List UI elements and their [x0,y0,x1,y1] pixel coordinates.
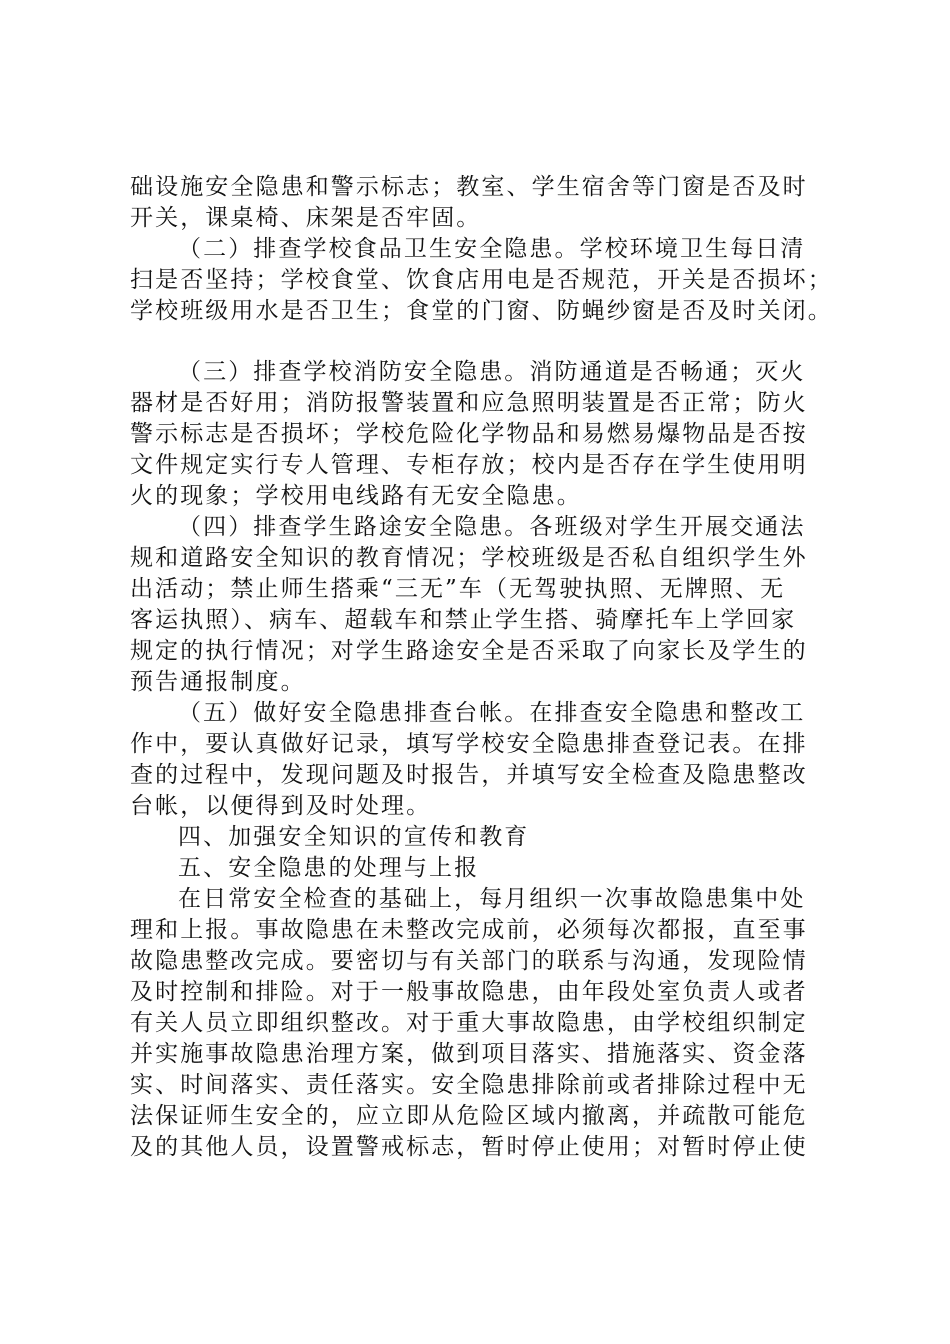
text-line: 开关，课桌椅、床架是否牢固。 [130,205,482,231]
paragraph-first-line: 在日常安全检查的基础上，每月组织一次事故隐患集中处 [178,886,806,912]
text-line: 规定的执行情况；对学生路途安全是否采取了向家长及学生的 [130,638,808,664]
text-line: 台帐，以便得到及时处理。 [130,793,432,819]
text-line: 理和上报。事故隐患在未整改完成前，必须每次都报，直至事 [130,917,808,943]
text-line: 预告通报制度。 [130,669,306,695]
paragraph-first-line: （二）排查学校食品卫生安全隐患。学校环境卫生每日清 [178,236,806,262]
document-body [130,172,833,1163]
text-line: 法保证师生安全的，应立即从危险区域内撤离，并疏散可能危 [130,1103,808,1129]
text-line: 及时控制和排险。对于一般事故隐患，由年段处室负责人或者 [130,979,808,1005]
text-line: 文件规定实行专人管理、专柜存放；校内是否存在学生使用明 [130,452,808,478]
paragraph-first-line: （五）做好安全隐患排查台帐。在排查安全隐患和整改工 [178,700,806,726]
paragraph-first-line: （四）排查学生路途安全隐患。各班级对学生开展交通法 [178,514,806,540]
text-line: 故隐患整改完成。要密切与有关部门的联系与沟通，发现险情 [130,948,808,974]
paragraph-gap [130,327,830,357]
text-line: 作中，要认真做好记录，填写学校安全隐患排查登记表。在排 [130,731,808,757]
text-line: 火的现象；学校用电线路有无安全隐患。 [130,483,582,509]
text-line: 及的其他人员，设置警戒标志，暂时停止使用；对暂时停止使 [130,1134,808,1160]
text-line: 规和道路安全知识的教育情况；学校班级是否私自组织学生外 [130,545,808,571]
text-line: 出活动；禁止师生搭乘“三无”车（无驾驶执照、无牌照、无 [130,576,786,602]
text-line: 并实施事故隐患治理方案，做到项目落实、措施落实、资金落 [130,1041,808,1067]
text-line: 有关人员立即组织整改。对于重大事故隐患，由学校组织制定 [130,1010,808,1036]
text-line: 础设施安全隐患和警示标志；教室、学生宿舍等门窗是否及时 [130,174,808,200]
text-line: 警示标志是否损坏；学校危险化学物品和易燃易爆物品是否按 [130,421,808,447]
paragraph-first-line: （三）排查学校消防安全隐患。消防通道是否畅通；灭火 [178,359,806,385]
text-line: 器材是否好用；消防报警装置和应急照明装置是否正常；防火 [130,390,808,416]
text-line: 学校班级用水是否卫生；食堂的门窗、防蝇纱窗是否及时关闭。 [130,298,833,324]
text-line: 客运执照）、病车、超载车和禁止学生搭、骑摩托车上学回家 [130,607,797,633]
text-line: 查的过程中，发现问题及时报告，并填写安全检查及隐患整改 [130,762,808,788]
paragraph-first-line: 四、加强安全知识的宣传和教育 [178,824,530,850]
text-line: 扫是否坚持；学校食堂、饮食店用电是否规范，开关是否损坏； [130,267,833,293]
text-line: 实、时间落实、责任落实。安全隐患排除前或者排除过程中无 [130,1072,808,1098]
paragraph-first-line: 五、安全隐患的处理与上报 [178,855,480,881]
